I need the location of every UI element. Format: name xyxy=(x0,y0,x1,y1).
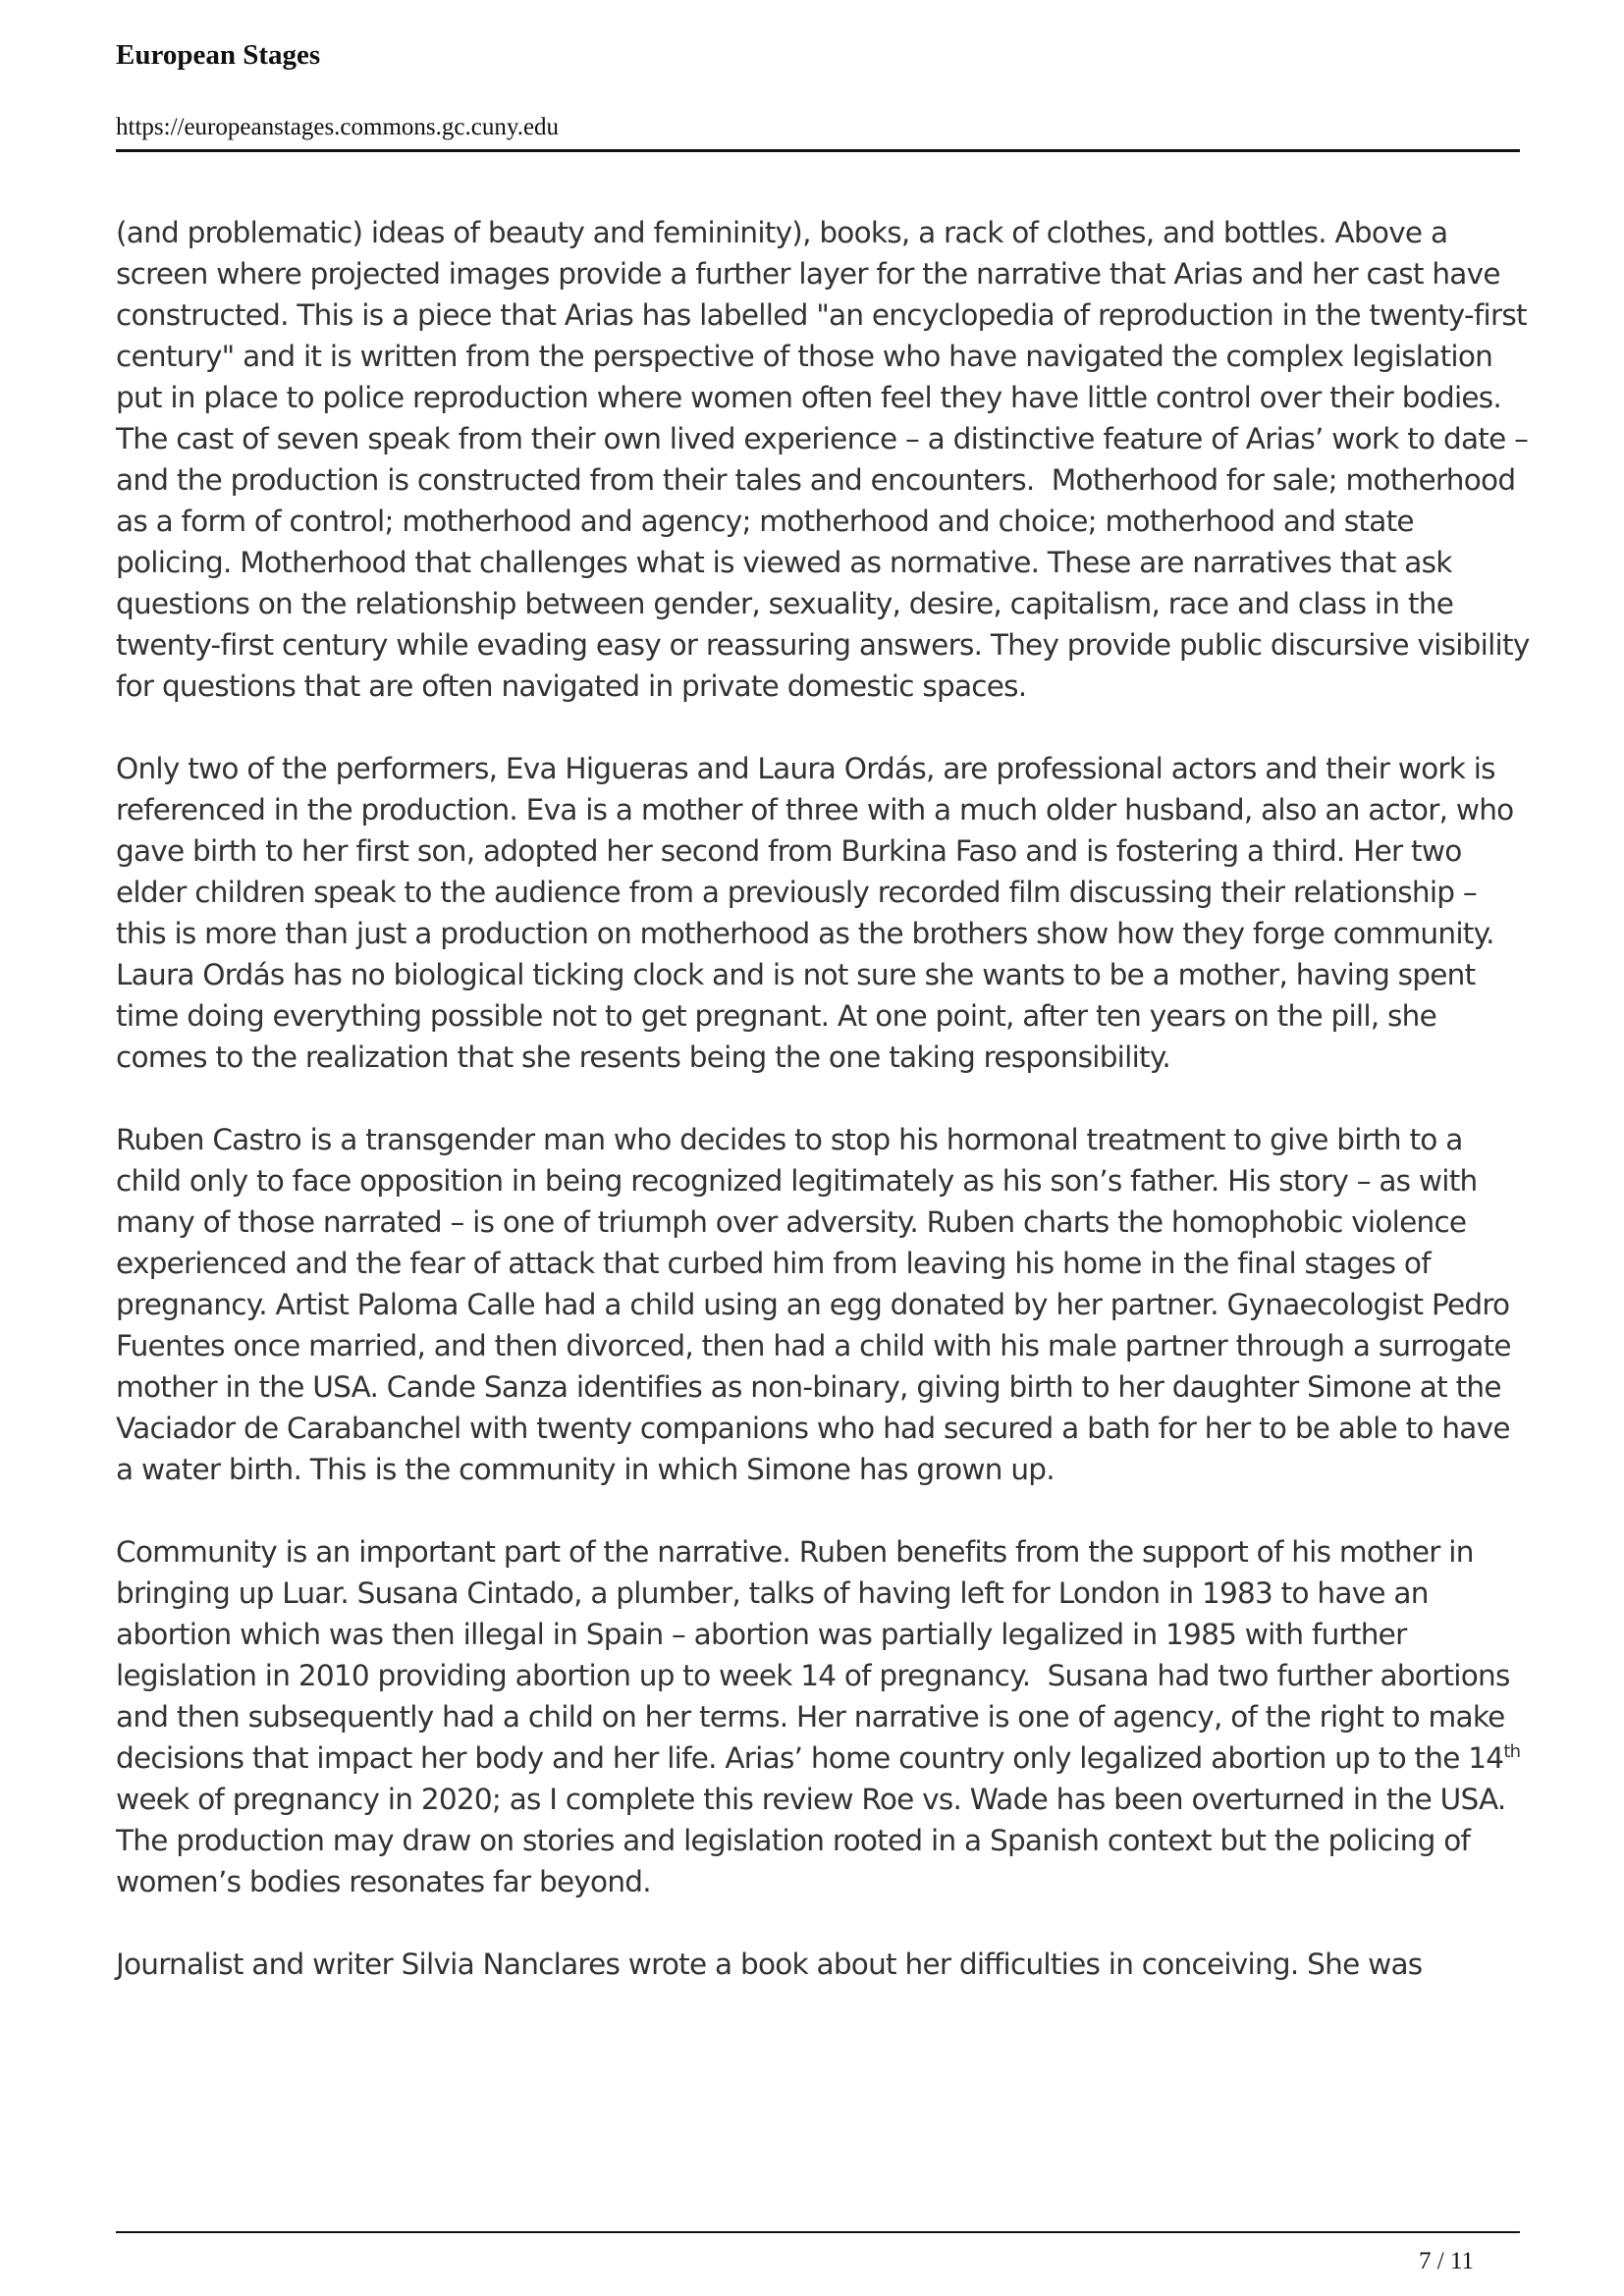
paragraph-2 xyxy=(116,748,1530,1078)
paragraph-1 xyxy=(116,212,1539,707)
article-body xyxy=(116,212,1539,2026)
paragraph-4 xyxy=(116,1531,1530,1902)
paragraph-text: Only two of the performers, Eva Higueras and Laura Ordás, are professional actors and their work is referenced in the production. Eva is a mother of three with a much older husband, also an actor, who gave birth to her first son, adopted her second from Burkina Faso and is fostering a third. Her two elder children speak to the audience from a previously recorded film discussing their relationship – this is more than just a production on motherhood as the brothers show how they forge community. Laura Ordás has no biological ticking clock and is not sure she wants to be a mother, having spent time doing everything possible not to get pregnant. At one point, after ten years on the pill, she comes to the realization that she resents being the one taking responsibility. xyxy=(116,752,1523,1074)
paragraph-3 xyxy=(116,1119,1530,1490)
paragraph-text-before-superscript: Community is an important part of the narrative. Ruben benefits from the support of his mother in bringing up Luar. Susana Cintado, a plumber, talks of having left for London in 1983 to have an abortion which was then illegal in Spain – abortion was partially legalized in 1985 with further legislation in 2010 providing abortion up to week 14 of pregnancy. Susana had two further abortions and then subsequently had a child on her terms. Her narrative is one of agency, of the right to make decisions that impact her body and her life. Arias’ home country only legalized abortion up to the 14 xyxy=(116,1535,1519,1775)
site-title: European Stages xyxy=(116,39,321,71)
ordinal-superscript: th xyxy=(1503,1741,1521,1763)
paragraph-5 xyxy=(116,1944,1530,1985)
page-number: 7 / 11 xyxy=(1419,2248,1475,2274)
footer-divider xyxy=(116,2231,1520,2233)
site-url: https://europeanstages.commons.gc.cuny.edu xyxy=(116,114,560,140)
paragraph-text-after-superscript: week of pregnancy in 2020; as I complete this review Roe vs. Wade has been overturned in the USA. The production may draw on stories and legislation rooted in a Spanish context but the policing of women’s bodies resonates far beyond. xyxy=(116,1741,1529,1898)
header-divider xyxy=(116,149,1520,152)
paragraph-text: Journalist and writer Silvia Nanclares wrote a book about her difficulties in conceiving. She was xyxy=(116,1948,1423,1981)
paragraph-text: (and problematic) ideas of beauty and femininity), books, a rack of clothes, and bottles. Above a screen where projected images provide a further layer for the narrative that Arias and her cast have constructed. This is a piece that Arias has labelled "an encyclopedia of reproduction in the twenty-first century" and it is written from the perspective of those who have navigated the complex legislation put in place to police reproduction where women often feel they have little control over their bodies. The cast of seven speak from their own lived experience – a distinctive feature of Arias’ work to date – and the production is constructed from their tales and encounters. Motherhood for sale; motherhood as a form of control; motherhood and agency; motherhood and choice; motherhood and state policing. Motherhood that challenges what is viewed as normative. These are narratives that ask questions on the relationship between gender, sexuality, desire, capitalism, race and class in the twenty-first century while evading easy or reassuring answers. They provide public discursive visibility for questions that are often navigated in private domestic spaces. xyxy=(116,216,1539,703)
paragraph-text: Ruben Castro is a transgender man who decides to stop his hormonal treatment to give birth to a child only to face opposition in being recognized legitimately as his son’s father. His story – as with many of those narrated – is one of triumph over adversity. Ruben charts the homophobic violence experienced and the fear of attack that curbed him from leaving his home in the final stages of pregnancy. Artist Paloma Calle had a child using an egg donated by her partner. Gynaecologist Pedro Fuentes once married, and then divorced, then had a child with his male partner through a surrogate mother in the USA. Cande Sanza identifies as non-binary, giving birth to her daughter Simone at the Vaciador de Carabanchel with twenty companions who had secured a bath for her to be able to have a water birth. This is the community in which Simone has grown up. xyxy=(116,1123,1520,1486)
